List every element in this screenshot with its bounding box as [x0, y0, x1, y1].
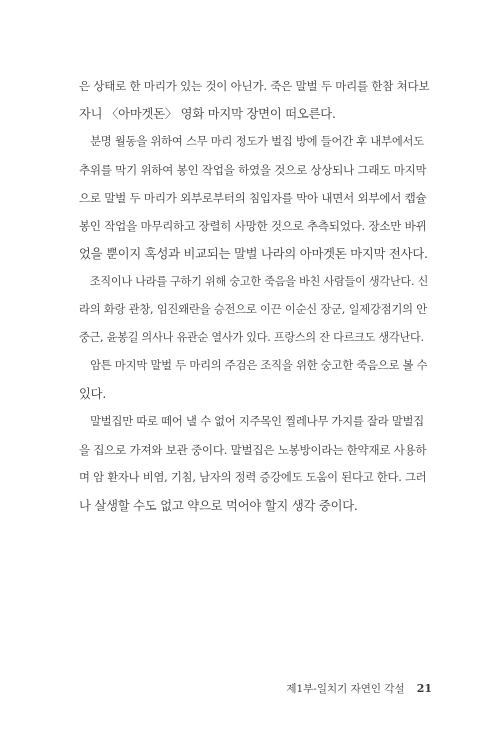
text-line: 며 암 환자나 비염, 기침, 남자의 정력 증강에도 도움이 된다고 한다. 그러 [79, 471, 427, 484]
text-line: 으로 말벌 두 마리가 외부로부터의 침입자를 막아 내면서 외부에서 캡슐 [79, 191, 427, 205]
text-line: 분명 월동을 위하여 스무 마리 정도가 벌집 방에 들어간 후 내부에서도 [79, 135, 424, 148]
text-line: 있다. [79, 387, 107, 401]
page-number: 21 [416, 682, 432, 695]
body-text [79, 72, 429, 520]
text-line: 조직이나 나라를 구하기 위해 숭고한 죽음을 바친 사람들이 생각난다. 신 [79, 275, 429, 288]
text-line: 봉인 작업을 마무리하고 장렬히 사망한 것으로 추측되었다. 장소만 바뀌 [79, 219, 427, 233]
text-line: 을 집으로 가져와 보관 중이다. 말벌집은 노봉방이라는 한약재로 사용하 [79, 443, 427, 457]
text-line: 암튼 마지막 말벌 두 마리의 주검은 조직을 위한 숭고한 죽음으로 볼 수 [79, 359, 428, 372]
text-line: 중근, 윤봉길 의사나 유관순 열사가 있다. 프랑스의 잔 다르크도 생각난다. [79, 331, 424, 344]
text-line: 었을 뿐이지 혹성과 비교되는 말벌 나라의 아마겟돈 마지막 전사다. [79, 247, 428, 261]
text-line: 라의 화랑 관창, 임진왜란을 승전으로 이끈 이순신 장군, 일제강점기의 안 [79, 303, 427, 316]
text-line: 은 상태로 한 마리가 있는 것이 아닌가. 죽은 말벌 두 마리를 한참 쳐다보 [79, 79, 430, 93]
running-footer-chapter: 제1부-일치기 자연인 각설 [286, 683, 405, 695]
text-line: 추위를 막기 위하여 봉인 작업을 하였을 것으로 상상되나 그래도 마지막 [79, 163, 427, 177]
text-line: 말벌집만 따로 떼어 낼 수 없어 지주목인 찔레나무 가지를 잘라 말벌집 [79, 415, 424, 428]
text-line: 나 살생할 수도 없고 약으로 먹어야 할지 생각 중이다. [79, 499, 358, 513]
text-line: 자니 〈아마겟돈〉 영화 마지막 장면이 떠오른다. [79, 107, 336, 121]
page-footer [0, 679, 432, 699]
